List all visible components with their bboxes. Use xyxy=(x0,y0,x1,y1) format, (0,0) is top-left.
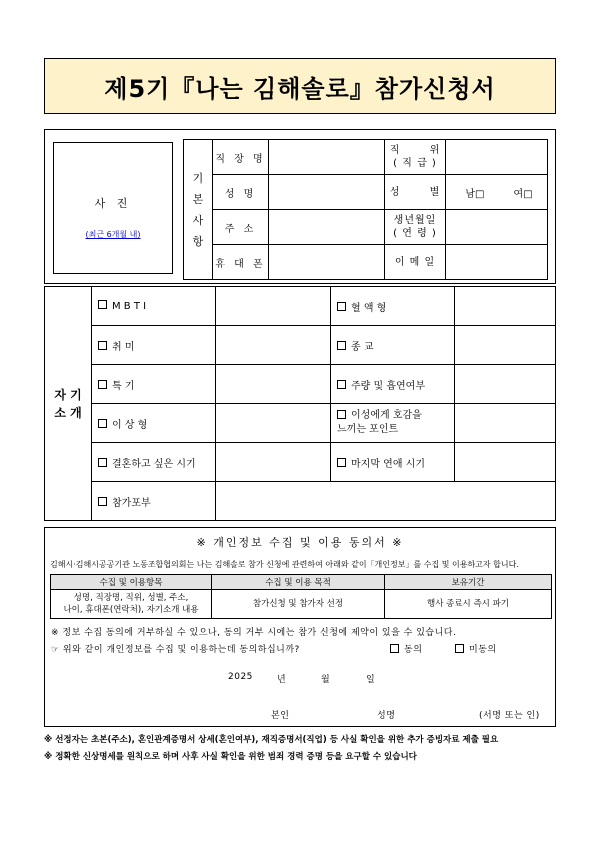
male-checkbox[interactable]: 남□ xyxy=(465,188,485,200)
label-ideal-type: 이 상 형 xyxy=(92,404,216,443)
label-workplace: 직 장 명 xyxy=(213,140,269,175)
consent-header-purpose: 수집 및 이용 목적 xyxy=(212,575,385,590)
input-address[interactable] xyxy=(269,210,385,245)
label-position: 직 위 ( 직 급 ) xyxy=(385,140,446,175)
label-marriage-time: 결혼하고 싶은 시기 xyxy=(92,443,216,482)
label-drinking-smoking: 주량 및 흡연여부 xyxy=(331,365,455,404)
input-drinking-smoking[interactable] xyxy=(455,365,556,404)
input-position[interactable] xyxy=(446,140,548,175)
input-attraction-point[interactable] xyxy=(455,404,556,443)
checkbox-icon xyxy=(98,380,107,389)
consent-purpose: 참가신청 및 참가자 선정 xyxy=(212,590,385,619)
input-blood-type[interactable] xyxy=(455,287,556,326)
consent-items: 성명, 직장명, 직위, 성별, 주소, 나이, 휴대폰(연락처), 자기소개 내용 xyxy=(51,590,212,619)
checkbox-icon xyxy=(390,644,399,653)
label-religion: 종 교 xyxy=(331,326,455,365)
self-label: 본인 xyxy=(271,711,290,721)
label-birthdate: 생년월일 ( 연 령 ) xyxy=(385,210,446,245)
consent-header-retention: 보유기간 xyxy=(385,575,552,590)
signature-field[interactable]: (서명 또는 인) xyxy=(479,711,540,721)
input-email[interactable] xyxy=(446,245,548,280)
checkbox-icon xyxy=(337,458,346,467)
checkbox-icon xyxy=(98,341,107,350)
checkbox-icon xyxy=(337,380,346,389)
date-year[interactable]: 2025 xyxy=(228,672,253,682)
checkbox-icon xyxy=(337,341,346,350)
checkbox-icon xyxy=(337,410,346,419)
footnote-1: ※ 선정자는 초본(주소), 혼인관계증명서 상세(혼인여부), 재직증명서(직업) 등 사실 확인을 위한 추가 증빙자료 제출 필요 xyxy=(44,735,499,745)
signature-name-label: 성명 xyxy=(377,711,396,721)
label-hobby: 취 미 xyxy=(92,326,216,365)
gender-options[interactable] xyxy=(446,175,548,210)
label-aspiration: 참가포부 xyxy=(92,482,216,521)
checkbox-icon xyxy=(98,497,107,506)
input-religion[interactable] xyxy=(455,326,556,365)
section-basic: 기 본 사 항 xyxy=(184,140,213,280)
consent-box xyxy=(44,527,556,727)
checkbox-icon xyxy=(98,300,107,309)
checkbox-icon xyxy=(337,302,346,311)
input-marriage-time[interactable] xyxy=(216,443,331,482)
agree-checkbox[interactable]: 동의 xyxy=(390,642,422,655)
label-email: 이 메 일 xyxy=(385,245,446,280)
consent-question: ☞ 위와 같이 개인정보를 수집 및 이용하는데 동의하십니까? xyxy=(51,645,300,655)
female-checkbox[interactable]: 여□ xyxy=(513,188,533,200)
consent-title: ※ 개인정보 수집 및 이용 동의서 ※ xyxy=(196,536,404,549)
label-phone: 휴 대 폰 xyxy=(213,245,269,280)
consent-intro: 김해시·김해시공공기관 노동조합협의회는 나는 김해솔로 참가 신청에 관련하여 아래와 같이「개인정보」를 수집 및 이용하고자 합니다. xyxy=(50,560,519,569)
label-gender: 성 별 xyxy=(385,175,446,210)
input-hobby[interactable] xyxy=(216,326,331,365)
input-birthdate[interactable] xyxy=(446,210,548,245)
disagree-checkbox[interactable]: 미동의 xyxy=(455,642,497,655)
input-specialty[interactable] xyxy=(216,365,331,404)
photo-label: 사 진 xyxy=(94,197,132,210)
label-blood-type: 혈 액 형 xyxy=(331,287,455,326)
date-month-unit: 월 xyxy=(321,675,331,685)
checkbox-icon xyxy=(98,419,107,428)
basic-info-table xyxy=(183,139,548,280)
consent-header-items: 수집 및 이용항목 xyxy=(51,575,212,590)
input-name[interactable] xyxy=(269,175,385,210)
section-self-intro: 자 기 소 개 xyxy=(45,287,92,521)
footnote-2: ※ 정확한 신상명세를 원칙으로 하며 사후 사실 확인을 위한 범죄 경력 증명 등을 요구할 수 있습니다 xyxy=(44,752,417,762)
photo-box[interactable] xyxy=(53,142,173,274)
label-attraction-point: 이성에게 호감을 느끼는 포인트 xyxy=(331,404,455,443)
form-title: 제5기『나는 김해솔로』참가신청서 xyxy=(44,58,556,114)
input-last-relationship[interactable] xyxy=(455,443,556,482)
checkbox-icon xyxy=(455,644,464,653)
photo-note: (최근 6개월 내) xyxy=(85,230,141,239)
consent-notice: ※ 정보 수집 동의에 거부하실 수 있으나, 동의 거부 시에는 참가 신청에 제약이 있을 수 있습니다. xyxy=(51,628,457,638)
input-aspiration[interactable] xyxy=(216,482,556,521)
input-phone[interactable] xyxy=(269,245,385,280)
date-year-unit: 년 xyxy=(277,675,287,685)
label-address: 주 소 xyxy=(213,210,269,245)
label-name: 성 명 xyxy=(213,175,269,210)
label-mbti: M B T I xyxy=(92,287,216,326)
checkbox-icon xyxy=(98,458,107,467)
input-ideal-type[interactable] xyxy=(216,404,331,443)
consent-retention: 행사 종료시 즉시 파기 xyxy=(385,590,552,619)
consent-table xyxy=(50,574,552,619)
input-mbti[interactable] xyxy=(216,287,331,326)
self-intro-table xyxy=(44,286,556,521)
input-workplace[interactable] xyxy=(269,140,385,175)
date-day-unit: 일 xyxy=(366,675,376,685)
label-last-relationship: 마지막 연애 시기 xyxy=(331,443,455,482)
label-specialty: 특 기 xyxy=(92,365,216,404)
